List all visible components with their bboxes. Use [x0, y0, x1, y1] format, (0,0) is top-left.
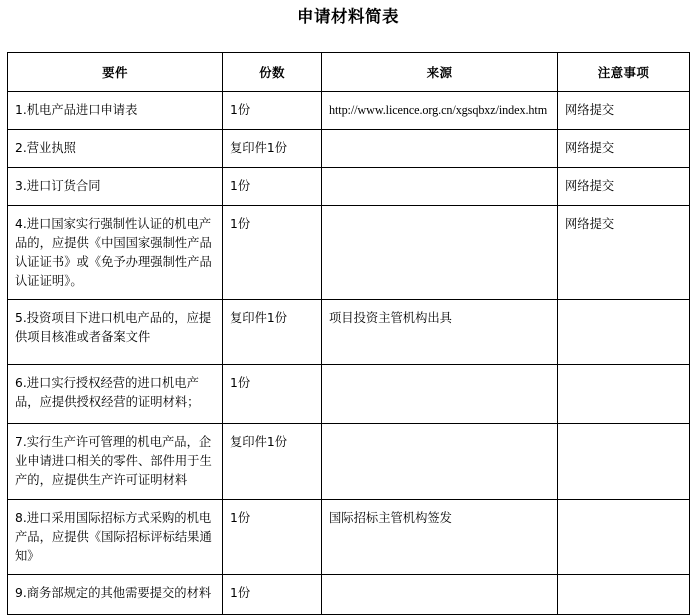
cell-requirement: 6.进口实行授权经营的进口机电产品，应提供授权经营的证明材料； — [8, 365, 223, 424]
cell-notes — [558, 365, 690, 424]
cell-copies: 1份 — [223, 168, 322, 206]
table-row — [8, 206, 690, 300]
cell-copies: 1份 — [223, 92, 322, 130]
cell-requirement: 2.营业执照 — [8, 130, 223, 168]
page-title: 申请材料简表 — [297, 7, 399, 26]
table-row — [8, 168, 690, 206]
cell-notes: 网络提交 — [558, 130, 690, 168]
table-header-row — [8, 53, 690, 92]
cell-source: 项目投资主管机构出具 — [322, 300, 558, 365]
table-row — [8, 365, 690, 424]
cell-notes — [558, 575, 690, 615]
materials-table-container — [7, 52, 689, 615]
column-header-source: 来源 — [322, 53, 558, 92]
cell-source — [322, 365, 558, 424]
cell-source — [322, 424, 558, 500]
cell-source — [322, 168, 558, 206]
cell-requirement: 9.商务部规定的其他需要提交的材料 — [8, 575, 223, 615]
cell-notes: 网络提交 — [558, 168, 690, 206]
cell-notes — [558, 300, 690, 365]
cell-requirement: 5.投资项目下进口机电产品的，应提供项目核准或者备案文件 — [8, 300, 223, 365]
cell-copies: 复印件1份 — [223, 130, 322, 168]
cell-requirement: 4.进口国家实行强制性认证的机电产品的，应提供《中国国家强制性产品认证证书》或《免予办理强制性产品认证证明》。 — [8, 206, 223, 300]
table-body — [8, 92, 690, 615]
cell-copies: 1份 — [223, 365, 322, 424]
cell-notes: 网络提交 — [558, 206, 690, 300]
cell-notes — [558, 424, 690, 500]
cell-source — [322, 206, 558, 300]
column-header-notes: 注意事项 — [558, 53, 690, 92]
table-row — [8, 424, 690, 500]
column-header-requirement: 要件 — [8, 53, 223, 92]
table-header — [8, 53, 690, 92]
cell-copies: 1份 — [223, 206, 322, 300]
cell-source[interactable]: http://www.licence.org.cn/xgsqbxz/index.htm — [322, 92, 558, 130]
cell-source — [322, 575, 558, 615]
column-header-copies: 份数 — [223, 53, 322, 92]
cell-copies: 复印件1份 — [223, 300, 322, 365]
cell-copies: 复印件1份 — [223, 424, 322, 500]
cell-source: 国际招标主管机构签发 — [322, 500, 558, 575]
table-row — [8, 130, 690, 168]
cell-requirement: 7.实行生产许可管理的机电产品，企业申请进口相关的零件、部件用于生产的，应提供生产许可证明材料 — [8, 424, 223, 500]
table-row — [8, 500, 690, 575]
table-row — [8, 92, 690, 130]
cell-notes — [558, 500, 690, 575]
cell-requirement: 1.机电产品进口申请表 — [8, 92, 223, 130]
table-row — [8, 575, 690, 615]
table-row — [8, 300, 690, 365]
cell-copies: 1份 — [223, 575, 322, 615]
cell-requirement: 8.进口采用国际招标方式采购的机电产品，应提供《国际招标评标结果通知》 — [8, 500, 223, 575]
materials-table — [7, 52, 690, 615]
cell-notes: 网络提交 — [558, 92, 690, 130]
cell-source — [322, 130, 558, 168]
cell-requirement: 3.进口订货合同 — [8, 168, 223, 206]
cell-copies: 1份 — [223, 500, 322, 575]
